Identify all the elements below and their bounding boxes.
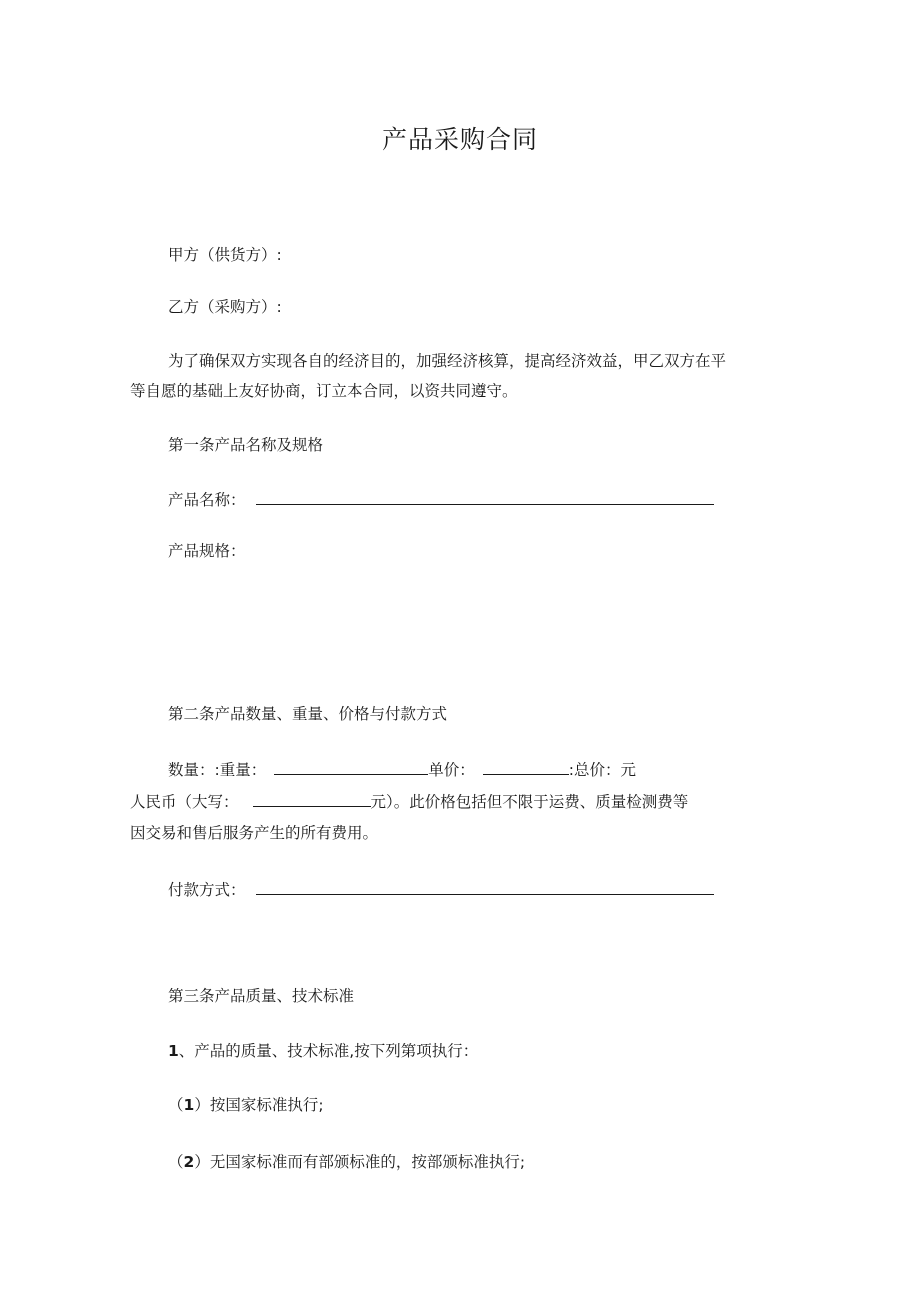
product-name-blank[interactable] [256,488,714,505]
quality-sub-item-2: （2）无国家标准而有部颁标准的，按部颁标准执行; [168,1153,526,1171]
quantity-label: 数量： [168,761,215,779]
document-title: 产品采购合同 [381,125,538,154]
unit-price-blank[interactable] [483,758,569,775]
product-name-label: 产品名称： [168,491,246,509]
item-number: 1 [168,1042,179,1060]
article-2-heading: 第二条产品数量、重量、价格与付款方式 [168,705,448,723]
rmb-amount-blank[interactable] [253,790,371,807]
payment-method-label: 付款方式： [168,881,246,899]
unit-price-label: 单价： [428,761,475,779]
quantity-price-row [168,758,636,781]
intro-paragraph-line-2: 等自愿的基础上友好协商，订立本合同，以资共同遵守。 [130,382,518,400]
quality-item-1 [168,1040,478,1062]
total-price-label: :总价：元 [568,761,636,779]
payment-method-row [168,878,714,901]
sub-item-number: 2 [183,1153,195,1171]
sub-item-text: 无国家标准而有部颁标准的，按部颁标准执行; [209,1153,526,1171]
quality-sub-item-1: （1）按国家标准执行; [168,1096,324,1114]
product-name-row [168,488,714,511]
sub-item-number: 1 [183,1096,195,1114]
article-1-heading: 第一条产品名称及规格 [168,436,324,454]
fees-line: 因交易和售后服务产生的所有费用。 [130,824,379,842]
party-a-label: 甲方（供货方）: [168,246,282,264]
rmb-label: 人民币（大写： [130,793,239,811]
party-b-label: 乙方（采购方）: [168,298,282,316]
article-3-heading: 第三条产品质量、技术标准 [168,987,355,1005]
sub-item-text: 按国家标准执行; [209,1096,324,1114]
payment-method-blank[interactable] [256,878,714,895]
intro-paragraph-line-1: 为了确保双方实现各自的经济目的，加强经济核算，提高经济效益，甲乙双方在平 [168,352,727,370]
weight-label: :重量： [214,761,267,779]
price-includes-text: 元）。此价格包括但不限于运费、质量检测费等 [370,793,689,811]
rmb-amount-row [130,790,688,813]
item-text: 、产品的质量、技术标准,按下列第项执行： [178,1042,479,1060]
weight-blank[interactable] [274,758,428,775]
product-spec-label: 产品规格： [168,542,246,560]
